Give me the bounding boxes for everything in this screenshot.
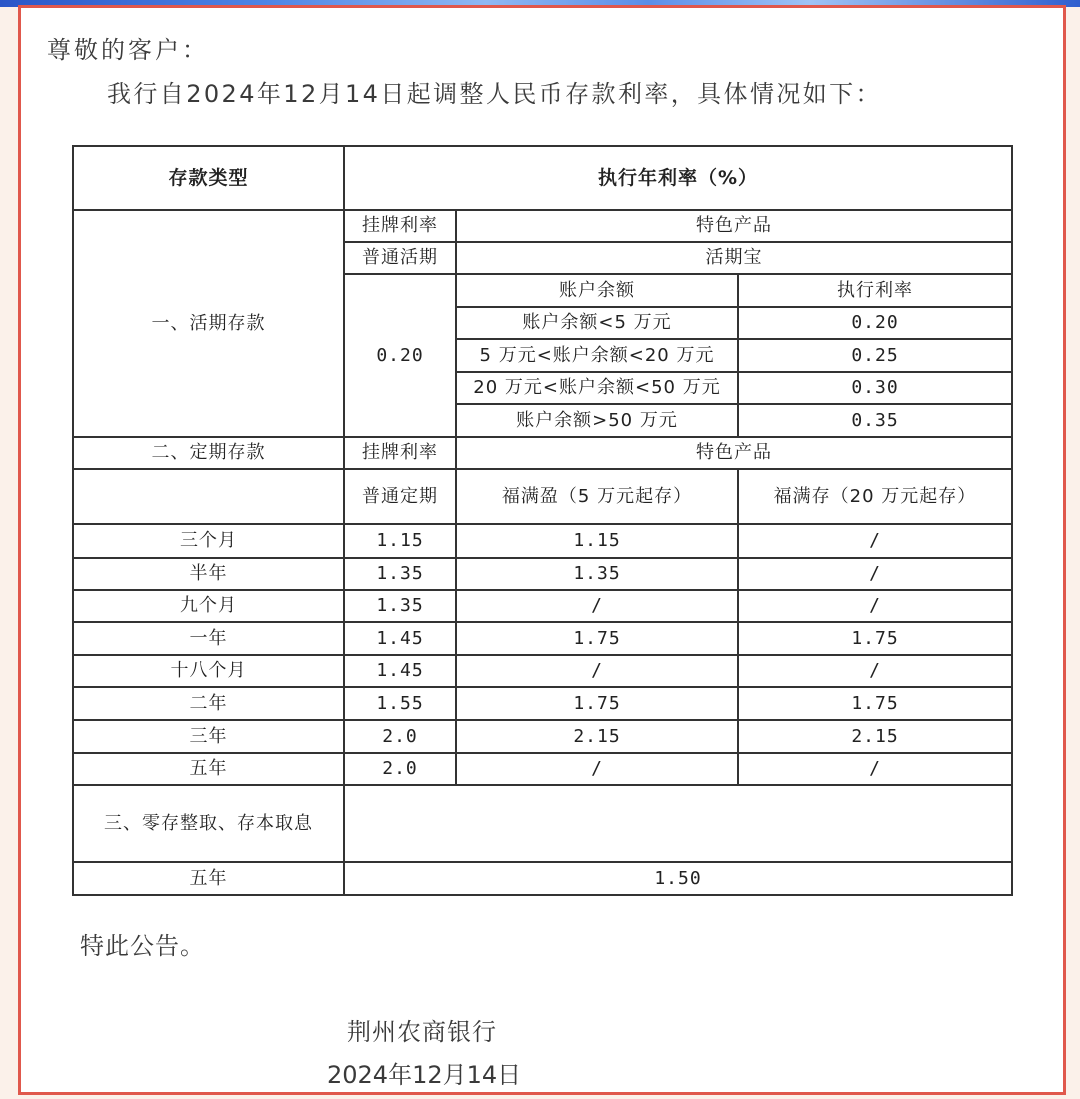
tier-range: 账户余额>50 万元 [456,404,738,437]
term: 五年 [73,753,344,785]
normal-rate: 1.35 [344,558,456,590]
table-row [73,655,1012,687]
product1-label: 福满盈（5 万元起存） [456,469,738,524]
term: 二年 [73,687,344,720]
product2-rate: / [738,524,1012,558]
demand-featured-label: 特色产品 [456,210,1012,242]
normal-rate: 2.0 [344,753,456,785]
fixed-featured-label: 特色产品 [456,437,1012,469]
demand-normal-label: 普通活期 [344,242,456,274]
term: 九个月 [73,590,344,622]
installment-title: 三、零存整取、存本取息 [73,785,344,862]
table-row [73,437,1012,469]
empty-cell [344,785,1012,862]
header-deposit-type: 存款类型 [73,146,344,210]
product2-rate: / [738,558,1012,590]
product2-rate: / [738,753,1012,785]
empty-cell [73,469,344,524]
normal-rate: 1.55 [344,687,456,720]
tier-rate: 0.25 [738,339,1012,372]
term: 三个月 [73,524,344,558]
table-row [73,687,1012,720]
product2-rate: 1.75 [738,687,1012,720]
installment-rate: 1.50 [344,862,1012,895]
normal-rate: 1.35 [344,590,456,622]
balance-header: 账户余额 [456,274,738,307]
product2-rate: / [738,655,1012,687]
fixed-listed-label: 挂牌利率 [344,437,456,469]
product1-rate: 2.15 [456,720,738,753]
tier-rate: 0.30 [738,372,1012,404]
fixed-deposit-title: 二、定期存款 [73,437,344,469]
normal-rate: 1.45 [344,655,456,687]
demand-listed-label: 挂牌利率 [344,210,456,242]
product1-rate: 1.75 [456,687,738,720]
term: 一年 [73,622,344,655]
term: 三年 [73,720,344,753]
table-row [73,862,1012,895]
table-row [73,469,1012,524]
signature-date: 2024年12月14日 [327,1061,522,1089]
product2-rate: 2.15 [738,720,1012,753]
table-row [73,558,1012,590]
closing-remark: 特此公告。 [80,932,205,960]
product1-rate: / [456,655,738,687]
intro-paragraph: 我行自2024年12月14日起调整人民币存款利率，具体情况如下： [107,80,882,108]
installment-term: 五年 [73,862,344,895]
tier-rate: 0.20 [738,307,1012,339]
tier-range: 账户余额<5 万元 [456,307,738,339]
bank-signature: 荆州农商银行 [347,1018,497,1046]
greeting: 尊敬的客户： [47,36,209,64]
table-row [73,720,1012,753]
table-row [73,590,1012,622]
tier-rate: 0.35 [738,404,1012,437]
product1-rate: / [456,590,738,622]
product2-label: 福满存（20 万元起存） [738,469,1012,524]
deposit-rate-table [72,145,1013,896]
table-header-row [73,146,1012,210]
table-row [73,210,1012,242]
exec-rate-header: 执行利率 [738,274,1012,307]
table-row [73,785,1012,862]
product1-rate: 1.15 [456,524,738,558]
product2-rate: 1.75 [738,622,1012,655]
normal-rate: 2.0 [344,720,456,753]
demand-product-name: 活期宝 [456,242,1012,274]
demand-deposit-title: 一、活期存款 [73,210,344,437]
product1-rate: 1.35 [456,558,738,590]
header-annual-rate: 执行年利率（%） [344,146,1012,210]
demand-listed-rate: 0.20 [344,274,456,437]
term: 半年 [73,558,344,590]
table-row [73,524,1012,558]
product1-rate: / [456,753,738,785]
tier-range: 5 万元<账户余额<20 万元 [456,339,738,372]
tier-range: 20 万元<账户余额<50 万元 [456,372,738,404]
fixed-normal-label: 普通定期 [344,469,456,524]
term: 十八个月 [73,655,344,687]
normal-rate: 1.45 [344,622,456,655]
product1-rate: 1.75 [456,622,738,655]
normal-rate: 1.15 [344,524,456,558]
table-row [73,622,1012,655]
product2-rate: / [738,590,1012,622]
table-row [73,753,1012,785]
